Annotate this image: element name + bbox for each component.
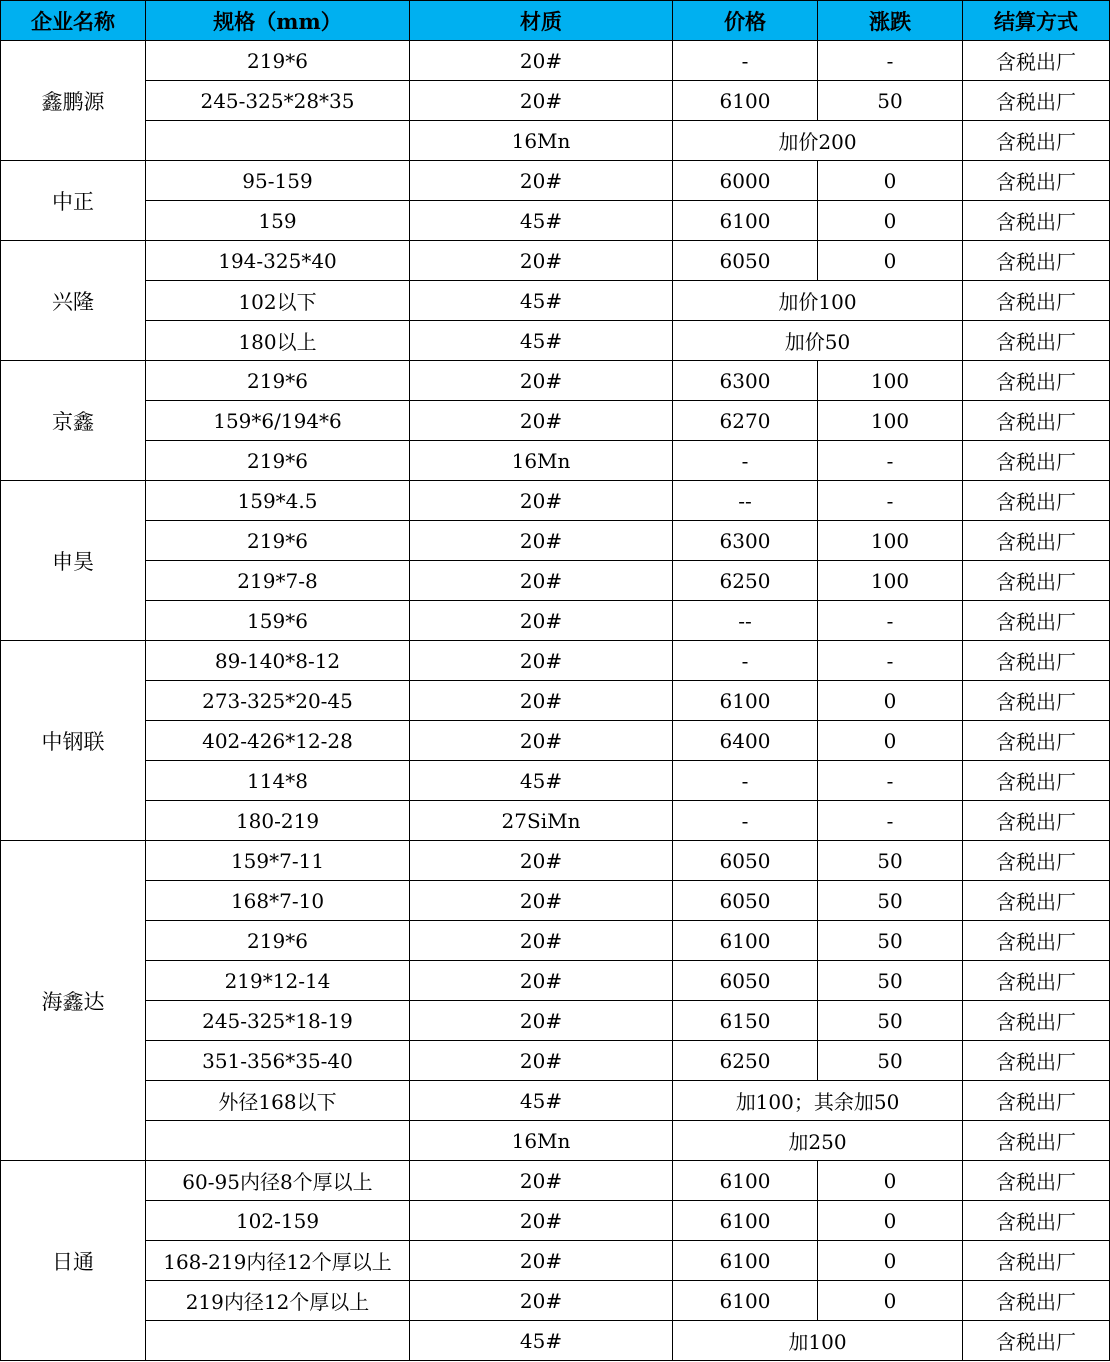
spec-cell [146,1321,410,1361]
material-cell: 20# [410,1041,673,1081]
table-row [1,961,1110,1001]
spec-cell: 219内径12个厚以上 [146,1281,410,1321]
table-row [1,641,1110,681]
settlement-cell: 含税出厂 [963,1161,1110,1201]
material-cell: 20# [410,601,673,641]
change-cell: 50 [818,881,963,921]
company-cell: 鑫鹏源 [1,41,146,161]
material-cell: 45# [410,1081,673,1121]
spec-cell: 180-219 [146,801,410,841]
table-row [1,721,1110,761]
settlement-cell: 含税出厂 [963,281,1110,321]
change-cell: 0 [818,1201,963,1241]
change-cell: 50 [818,1001,963,1041]
material-cell: 20# [410,81,673,121]
settlement-cell: 含税出厂 [963,361,1110,401]
spec-cell: 273-325*20-45 [146,681,410,721]
settlement-cell: 含税出厂 [963,681,1110,721]
spec-cell [146,121,410,161]
spec-cell: 159*6/194*6 [146,401,410,441]
material-cell: 27SiMn [410,801,673,841]
price-cell: 6300 [673,521,818,561]
price-cell: - [673,761,818,801]
settlement-cell: 含税出厂 [963,1321,1110,1361]
spec-cell: 102以下 [146,281,410,321]
table-row [1,601,1110,641]
company-cell: 海鑫达 [1,841,146,1161]
table-row [1,321,1110,361]
price-cell: - [673,641,818,681]
price-cell: - [673,441,818,481]
price-cell: 6100 [673,921,818,961]
company-cell: 兴隆 [1,241,146,361]
spec-cell: 219*6 [146,521,410,561]
material-cell: 45# [410,201,673,241]
price-note-cell: 加价200 [673,121,963,161]
settlement-cell: 含税出厂 [963,441,1110,481]
spec-cell: 219*12-14 [146,961,410,1001]
material-cell: 45# [410,761,673,801]
table-row [1,921,1110,961]
spec-cell: 219*6 [146,41,410,81]
header-material: 材质 [410,1,673,41]
change-cell: 0 [818,681,963,721]
spec-cell: 219*6 [146,441,410,481]
price-cell: 6050 [673,241,818,281]
company-cell: 申昊 [1,481,146,641]
material-cell: 16Mn [410,121,673,161]
table-row [1,801,1110,841]
change-cell: - [818,601,963,641]
spec-cell: 159*6 [146,601,410,641]
settlement-cell: 含税出厂 [963,761,1110,801]
table-row [1,161,1110,201]
settlement-cell: 含税出厂 [963,1121,1110,1161]
table-row [1,1001,1110,1041]
settlement-cell: 含税出厂 [963,961,1110,1001]
spec-cell: 159 [146,201,410,241]
material-cell: 20# [410,921,673,961]
material-cell: 20# [410,161,673,201]
settlement-cell: 含税出厂 [963,601,1110,641]
table-row [1,1281,1110,1321]
settlement-cell: 含税出厂 [963,481,1110,521]
change-cell: 0 [818,1241,963,1281]
price-cell: 6100 [673,1161,818,1201]
settlement-cell: 含税出厂 [963,401,1110,441]
material-cell: 45# [410,1321,673,1361]
table-row [1,521,1110,561]
settlement-cell: 含税出厂 [963,321,1110,361]
settlement-cell: 含税出厂 [963,561,1110,601]
price-note-cell: 加价50 [673,321,963,361]
material-cell: 20# [410,881,673,921]
table-row [1,281,1110,321]
table-row [1,1321,1110,1361]
material-cell: 20# [410,401,673,441]
price-cell: -- [673,481,818,521]
header-row [1,1,1110,41]
price-cell: 6150 [673,1001,818,1041]
company-cell: 中正 [1,161,146,241]
header-company: 企业名称 [1,1,146,41]
table-row [1,1201,1110,1241]
price-cell: 6100 [673,201,818,241]
settlement-cell: 含税出厂 [963,1041,1110,1081]
change-cell: - [818,641,963,681]
settlement-cell: 含税出厂 [963,81,1110,121]
settlement-cell: 含税出厂 [963,121,1110,161]
table-row [1,881,1110,921]
price-cell: 6100 [673,681,818,721]
spec-cell: 245-325*28*35 [146,81,410,121]
material-cell: 20# [410,521,673,561]
price-cell: 6100 [673,81,818,121]
material-cell: 20# [410,721,673,761]
spec-cell: 159*4.5 [146,481,410,521]
material-cell: 20# [410,481,673,521]
spec-cell: 194-325*40 [146,241,410,281]
price-note-cell: 加100；其余加50 [673,1081,963,1121]
spec-cell: 168*7-10 [146,881,410,921]
material-cell: 20# [410,41,673,81]
table-row [1,41,1110,81]
change-cell: 100 [818,521,963,561]
material-cell: 16Mn [410,441,673,481]
material-cell: 20# [410,841,673,881]
price-cell: 6000 [673,161,818,201]
company-cell: 京鑫 [1,361,146,481]
header-change: 涨跌 [818,1,963,41]
price-cell: 6300 [673,361,818,401]
settlement-cell: 含税出厂 [963,921,1110,961]
table-row [1,681,1110,721]
price-cell: 6100 [673,1241,818,1281]
header-settlement: 结算方式 [963,1,1110,41]
change-cell: - [818,41,963,81]
table-row [1,201,1110,241]
table-body [1,41,1110,1361]
change-cell: 100 [818,401,963,441]
settlement-cell: 含税出厂 [963,41,1110,81]
settlement-cell: 含税出厂 [963,201,1110,241]
table-row [1,1241,1110,1281]
material-cell: 20# [410,681,673,721]
change-cell: - [818,481,963,521]
table-row [1,761,1110,801]
price-cell: 6250 [673,1041,818,1081]
table-header [1,1,1110,41]
spec-cell: 114*8 [146,761,410,801]
change-cell: 50 [818,841,963,881]
price-cell: 6050 [673,881,818,921]
spec-cell: 168-219内径12个厚以上 [146,1241,410,1281]
spec-cell: 102-159 [146,1201,410,1241]
table-row [1,361,1110,401]
price-cell: - [673,801,818,841]
material-cell: 20# [410,641,673,681]
settlement-cell: 含税出厂 [963,841,1110,881]
change-cell: 0 [818,1161,963,1201]
change-cell: 100 [818,361,963,401]
table-row [1,1041,1110,1081]
settlement-cell: 含税出厂 [963,1241,1110,1281]
change-cell: 50 [818,1041,963,1081]
spec-cell [146,1121,410,1161]
settlement-cell: 含税出厂 [963,641,1110,681]
spec-cell: 159*7-11 [146,841,410,881]
settlement-cell: 含税出厂 [963,1001,1110,1041]
spec-cell: 180以上 [146,321,410,361]
price-cell: 6100 [673,1281,818,1321]
change-cell: 0 [818,161,963,201]
spec-cell: 351-356*35-40 [146,1041,410,1081]
table-row [1,241,1110,281]
change-cell: 0 [818,241,963,281]
table-row [1,401,1110,441]
settlement-cell: 含税出厂 [963,521,1110,561]
change-cell: 0 [818,201,963,241]
change-cell: 0 [818,721,963,761]
settlement-cell: 含税出厂 [963,1201,1110,1241]
spec-cell: 外径168以下 [146,1081,410,1121]
settlement-cell: 含税出厂 [963,721,1110,761]
material-cell: 20# [410,361,673,401]
table-row [1,441,1110,481]
price-note-cell: 加价100 [673,281,963,321]
price-note-cell: 加250 [673,1121,963,1161]
spec-cell: 60-95内径8个厚以上 [146,1161,410,1201]
header-price: 价格 [673,1,818,41]
spec-cell: 245-325*18-19 [146,1001,410,1041]
table-row [1,841,1110,881]
material-cell: 45# [410,321,673,361]
price-note-cell: 加100 [673,1321,963,1361]
price-cell: 6270 [673,401,818,441]
change-cell: 0 [818,1281,963,1321]
material-cell: 20# [410,1201,673,1241]
settlement-cell: 含税出厂 [963,881,1110,921]
price-cell: 6400 [673,721,818,761]
company-cell: 中钢联 [1,641,146,841]
spec-cell: 219*6 [146,361,410,401]
change-cell: 50 [818,81,963,121]
settlement-cell: 含税出厂 [963,1281,1110,1321]
spec-cell: 89-140*8-12 [146,641,410,681]
change-cell: 50 [818,921,963,961]
material-cell: 16Mn [410,1121,673,1161]
table-row [1,1081,1110,1121]
change-cell: - [818,441,963,481]
material-cell: 20# [410,1241,673,1281]
price-cell: 6100 [673,1201,818,1241]
material-cell: 45# [410,281,673,321]
material-cell: 20# [410,1001,673,1041]
spec-cell: 402-426*12-28 [146,721,410,761]
change-cell: 100 [818,561,963,601]
table-row [1,121,1110,161]
change-cell: 50 [818,961,963,1001]
spec-cell: 219*7-8 [146,561,410,601]
change-cell: - [818,801,963,841]
material-cell: 20# [410,561,673,601]
material-cell: 20# [410,1281,673,1321]
table-row [1,81,1110,121]
settlement-cell: 含税出厂 [963,241,1110,281]
company-cell: 日通 [1,1161,146,1361]
price-cell: - [673,41,818,81]
settlement-cell: 含税出厂 [963,801,1110,841]
price-cell: 6050 [673,841,818,881]
material-cell: 20# [410,961,673,1001]
settlement-cell: 含税出厂 [963,1081,1110,1121]
table-row [1,561,1110,601]
table-row [1,481,1110,521]
material-cell: 20# [410,1161,673,1201]
price-cell: 6250 [673,561,818,601]
spec-cell: 95-159 [146,161,410,201]
change-cell: - [818,761,963,801]
spec-cell: 219*6 [146,921,410,961]
table-row [1,1121,1110,1161]
price-cell: -- [673,601,818,641]
material-cell: 20# [410,241,673,281]
table-row [1,1161,1110,1201]
header-spec: 规格（mm） [146,1,410,41]
price-cell: 6050 [673,961,818,1001]
settlement-cell: 含税出厂 [963,161,1110,201]
